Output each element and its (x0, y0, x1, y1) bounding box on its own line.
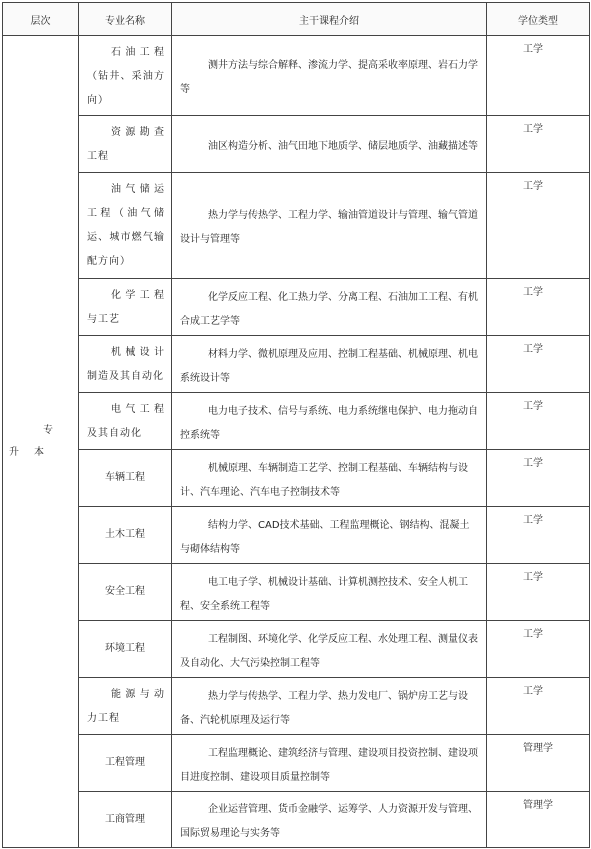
course-intro: 电工电子学、机械设计基础、计算机测控技术、安全人机工程、安全系统工程等 (172, 564, 487, 621)
major-name: 机械设计制造及其自动化 (79, 336, 172, 393)
table-row (3, 116, 590, 173)
course-intro: 油区构造分析、油气田地下地质学、储层地质学、油藏描述等 (172, 116, 487, 173)
course-intro: 测井方法与综合解释、渗流力学、提高采收率原理、岩石力学等 (172, 36, 487, 116)
degree-type: 工学 (487, 393, 590, 450)
major-name: 安全工程 (79, 564, 172, 621)
table-row (3, 792, 590, 848)
degree-type: 工学 (487, 564, 590, 621)
table-body (3, 36, 590, 848)
major-name: 工程管理 (79, 735, 172, 792)
degree-type: 工学 (487, 279, 590, 336)
degree-type: 工学 (487, 450, 590, 507)
table-row (3, 393, 590, 450)
major-name: 化学工程与工艺 (79, 279, 172, 336)
table-row (3, 735, 590, 792)
table-row (3, 621, 590, 678)
course-intro: 热力学与传热学、工程力学、输油管道设计与管理、输气管道设计与管理等 (172, 173, 487, 279)
course-intro: 结构力学、CAD技术基础、工程监理概论、钢结构、混凝土与砌体结构等 (172, 507, 487, 564)
major-name: 油气储运工程（油气储运、城市燃气输配方向） (79, 173, 172, 279)
major-name: 环境工程 (79, 621, 172, 678)
table-row (3, 450, 590, 507)
course-intro: 工程制图、环境化学、化学反应工程、水处理工程、测量仪表及自动化、大气污染控制工程等 (172, 621, 487, 678)
major-name: 土木工程 (79, 507, 172, 564)
header-course: 主干课程介绍 (172, 3, 487, 36)
course-intro: 材料力学、微机原理及应用、控制工程基础、机械原理、机电系统设计等 (172, 336, 487, 393)
table-row (3, 36, 590, 116)
course-intro: 工程监理概论、建筑经济与管理、建设项目投资控制、建设项目进度控制、建设项目质量控制等 (172, 735, 487, 792)
level-cell (3, 36, 79, 848)
degree-type: 工学 (487, 507, 590, 564)
major-name: 资源勘查工程 (79, 116, 172, 173)
course-intro: 企业运营管理、货币金融学、运筹学、人力资源开发与管理、国际贸易理论与实务等 (172, 792, 487, 848)
table-row (3, 678, 590, 735)
degree-type: 管理学 (487, 792, 590, 848)
level-text: 专升本 (9, 424, 68, 458)
table-row (3, 173, 590, 279)
course-intro: 热力学与传热学、工程力学、热力发电厂、锅炉房工艺与设备、汽轮机原理及运行等 (172, 678, 487, 735)
degree-type: 工学 (487, 678, 590, 735)
header-level: 层次 (3, 3, 79, 36)
header-degree: 学位类型 (487, 3, 590, 36)
major-name: 能源与动力工程 (79, 678, 172, 735)
course-intro: 化学反应工程、化工热力学、分离工程、石油加工工程、有机合成工艺学等 (172, 279, 487, 336)
header-row (3, 3, 590, 36)
degree-type: 工学 (487, 116, 590, 173)
degree-type: 工学 (487, 621, 590, 678)
table-row (3, 336, 590, 393)
table-row (3, 279, 590, 336)
degree-type: 工学 (487, 173, 590, 279)
major-name: 石油工程（钻井、采油方向） (79, 36, 172, 116)
major-name: 工商管理 (79, 792, 172, 848)
curriculum-table (2, 2, 590, 848)
table-row (3, 564, 590, 621)
table-row (3, 507, 590, 564)
major-name: 车辆工程 (79, 450, 172, 507)
course-intro: 机械原理、车辆制造工艺学、控制工程基础、车辆结构与设计、汽车理论、汽车电子控制技术等 (172, 450, 487, 507)
header-major: 专业名称 (79, 3, 172, 36)
degree-type: 工学 (487, 36, 590, 116)
degree-type: 工学 (487, 336, 590, 393)
course-intro: 电力电子技术、信号与系统、电力系统继电保护、电力拖动自控系统等 (172, 393, 487, 450)
degree-type: 管理学 (487, 735, 590, 792)
major-name: 电气工程及其自动化 (79, 393, 172, 450)
